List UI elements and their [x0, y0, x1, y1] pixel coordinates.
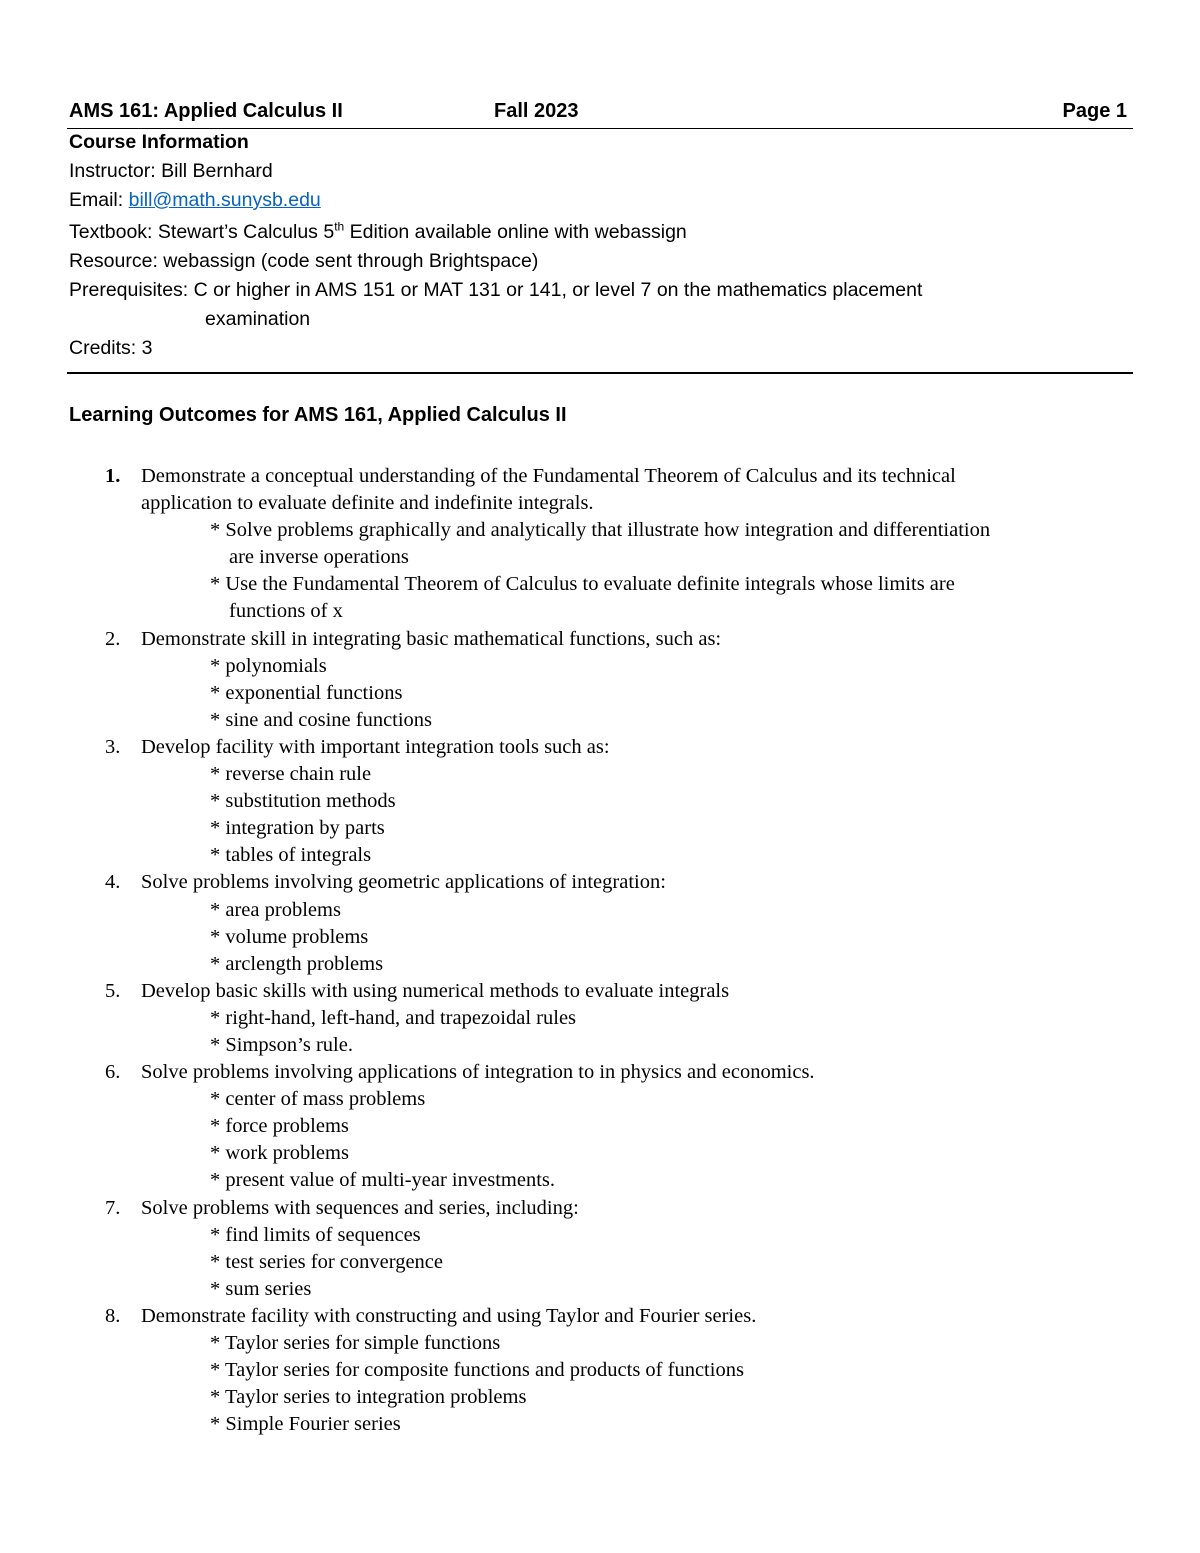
outcome-subitem — [69, 842, 1133, 869]
outcome-item-continuation — [69, 490, 1133, 517]
outcome-subitem — [69, 1222, 1133, 1249]
outcome-subitem — [69, 1086, 1133, 1113]
outcome-item — [69, 734, 1133, 761]
outcome-subitem — [69, 951, 1133, 978]
credits-line — [69, 334, 1133, 363]
outcome-item — [69, 1059, 1133, 1086]
outcome-subitem — [69, 517, 1133, 544]
outcome-number: 5. — [105, 979, 121, 1002]
outcome-subitem — [69, 653, 1133, 680]
outcome-text: * substitution methods — [210, 790, 396, 813]
outcome-subitem — [69, 1167, 1133, 1194]
learning-outcomes-list — [69, 463, 1133, 1438]
outcome-text: are inverse operations — [229, 546, 409, 569]
outcome-item — [69, 1303, 1133, 1330]
outcome-text: Solve problems with sequences and series, including: — [141, 1196, 579, 1219]
outcome-subitem — [69, 1005, 1133, 1032]
prerequisites-label: Prerequisites: — [69, 279, 189, 301]
textbook-title: Stewart’s Calculus 5 — [157, 221, 335, 243]
resource-label: Resource: — [69, 250, 158, 272]
email-label: Email: — [69, 189, 124, 211]
outcome-subitem — [69, 924, 1133, 951]
outcome-subitem — [69, 788, 1133, 815]
outcome-number: 4. — [105, 871, 121, 894]
outcome-subitem — [69, 680, 1133, 707]
header-term: Fall 2023 — [494, 100, 579, 122]
header-page-number: Page 1 — [1062, 100, 1127, 122]
outcome-subitem — [69, 1357, 1133, 1384]
outcome-item — [69, 978, 1133, 1005]
outcome-item — [69, 1195, 1133, 1222]
outcome-number: 1. — [105, 465, 121, 487]
outcome-text: * area problems — [210, 898, 341, 921]
outcome-text: * Solve problems graphically and analytically that illustrate how integration and differentiation — [210, 519, 991, 542]
outcome-text: * Simpson’s rule. — [210, 1033, 353, 1056]
course-info-block — [69, 128, 1133, 363]
instructor-name: Bill Bernhard — [161, 160, 273, 182]
learning-outcomes-title: Learning Outcomes for AMS 161, Applied Calculus II — [69, 404, 567, 426]
email-link[interactable]: bill@math.sunysb.edu — [128, 189, 321, 211]
outcome-subitem — [69, 571, 1133, 598]
outcome-text: * center of mass problems — [210, 1088, 426, 1111]
outcome-subitem — [69, 815, 1133, 842]
email-line — [69, 186, 1133, 215]
resource-value: webassign (code sent through Brightspace) — [163, 250, 539, 272]
outcome-text: * sum series — [210, 1277, 312, 1300]
outcome-subitem — [69, 761, 1133, 788]
outcome-number: 7. — [105, 1196, 121, 1219]
outcome-text: * integration by parts — [210, 817, 385, 840]
outcome-item — [69, 463, 1133, 490]
outcome-text: Solve problems involving geometric applications of integration: — [141, 871, 666, 894]
section-divider — [67, 372, 1133, 374]
header-course-title: AMS 161: Applied Calculus II — [69, 100, 343, 122]
outcome-number: 3. — [105, 735, 121, 758]
outcome-text: * Taylor series for simple functions — [210, 1332, 501, 1354]
outcome-subitem — [69, 1411, 1133, 1438]
outcome-subitem — [69, 1384, 1133, 1411]
outcome-text: * right-hand, left-hand, and trapezoidal rules — [210, 1006, 577, 1029]
outcome-text: * present value of multi-year investments. — [210, 1169, 555, 1192]
outcome-subitem — [69, 1032, 1133, 1059]
instructor-line — [69, 157, 1133, 186]
outcome-number: 2. — [105, 627, 121, 650]
outcome-subitem — [69, 1276, 1133, 1303]
outcome-text: * volume problems — [210, 925, 369, 948]
outcome-text: Develop facility with important integration tools such as: — [141, 735, 610, 758]
outcome-subitem — [69, 1113, 1133, 1140]
outcome-text: functions of x — [229, 600, 343, 623]
outcome-text: Solve problems involving applications of integration to in physics and economics. — [141, 1061, 815, 1084]
outcome-subitem — [69, 598, 1133, 625]
outcome-subitem — [69, 707, 1133, 734]
textbook-label: Textbook: — [69, 221, 153, 243]
page-header — [69, 98, 1133, 128]
outcome-number: 6. — [105, 1061, 121, 1084]
outcome-text: Demonstrate facility with constructing and using Taylor and Fourier series. — [141, 1304, 757, 1327]
credits-label: Credits: — [69, 337, 137, 359]
outcome-text: Demonstrate skill in integrating basic mathematical functions, such as: — [141, 627, 722, 650]
outcome-text: * Taylor series to integration problems — [210, 1386, 527, 1409]
outcome-text: * tables of integrals — [210, 844, 372, 867]
textbook-line — [69, 218, 1133, 247]
prerequisites-continuation: examination — [205, 308, 311, 330]
course-info-heading: Course Information — [69, 131, 249, 153]
outcome-text: * find limits of sequences — [210, 1223, 421, 1246]
outcome-subitem — [69, 544, 1133, 571]
outcome-text: * sine and cosine functions — [210, 708, 433, 731]
outcome-text: * Taylor series for composite functions and products of functions — [210, 1359, 744, 1382]
prerequisites-text: C or higher in AMS 151 or MAT 131 or 141, or level 7 on the mathematics placement — [193, 279, 923, 301]
outcome-text: * arclength problems — [210, 952, 384, 975]
prerequisites-line — [69, 276, 1133, 305]
outcome-text: application to evaluate definite and indefinite integrals. — [141, 492, 594, 515]
instructor-label: Instructor: — [69, 160, 156, 182]
outcome-subitem — [69, 1330, 1133, 1357]
outcome-text: * test series for convergence — [210, 1250, 443, 1273]
credits-value: 3 — [141, 337, 153, 359]
outcome-text: Develop basic skills with using numerical methods to evaluate integrals — [141, 979, 730, 1002]
textbook-edition-note: Edition available online with webassign — [344, 221, 687, 243]
outcome-text: * polynomials — [210, 654, 327, 677]
textbook-superscript: th — [334, 219, 345, 234]
outcome-text: * Use the Fundamental Theorem of Calculus to evaluate definite integrals whose limits are — [210, 573, 955, 596]
outcome-text: * work problems — [210, 1142, 349, 1165]
outcome-text: * exponential functions — [210, 681, 403, 704]
outcome-item — [69, 626, 1133, 653]
outcome-item — [69, 869, 1133, 896]
outcome-text: * Simple Fourier series — [210, 1413, 401, 1436]
outcome-subitem — [69, 897, 1133, 924]
outcome-subitem — [69, 1249, 1133, 1276]
outcome-text: * reverse chain rule — [210, 763, 372, 786]
outcome-text: * force problems — [210, 1115, 349, 1138]
resource-line — [69, 247, 1133, 276]
outcome-text: Demonstrate a conceptual understanding of the Fundamental Theorem of Calculus and its technical — [141, 465, 956, 487]
outcome-number: 8. — [105, 1304, 121, 1327]
outcome-subitem — [69, 1140, 1133, 1167]
